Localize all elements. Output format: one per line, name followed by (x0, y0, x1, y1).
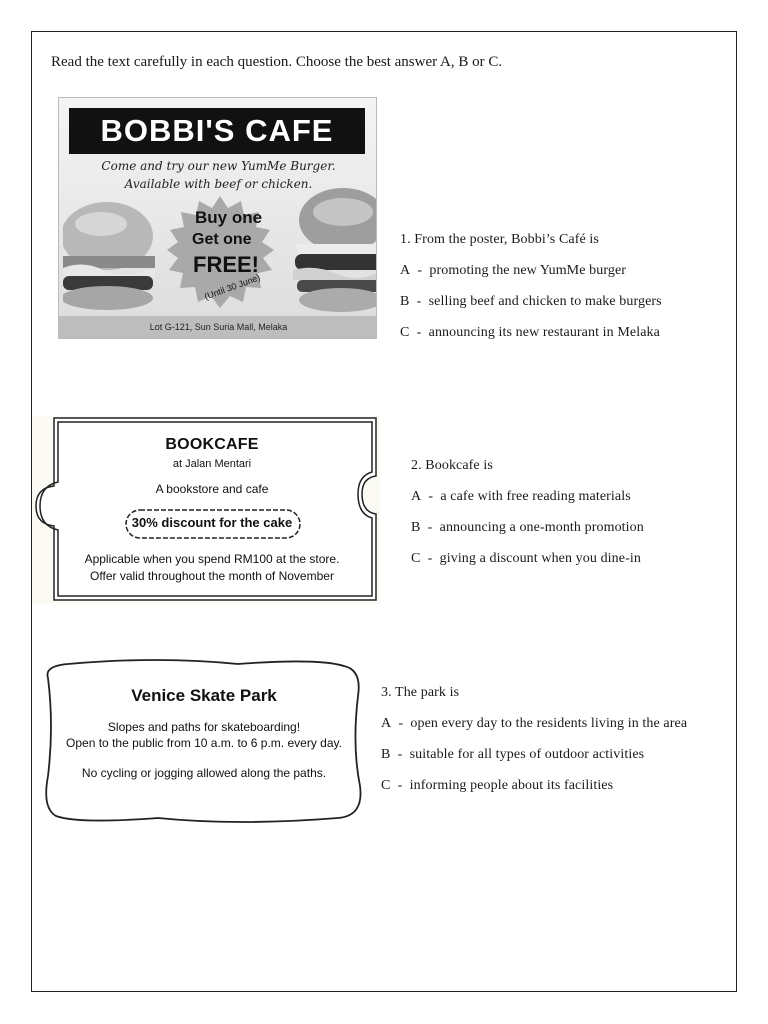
answer-option[interactable]: C - informing people about its facilities (381, 770, 687, 801)
poster-title: BOBBI'S CAFE (100, 113, 334, 148)
coupon-discount: 30% discount for the cake (131, 515, 293, 530)
coupon-condition: Applicable when you spend RM100 at the store. (84, 552, 340, 566)
promo-text: Buy one (195, 208, 263, 227)
coupon-title: BOOKCAFE (165, 436, 259, 453)
sign-title: Venice Skate Park (131, 686, 277, 705)
option-text: a cafe with free reading materials (440, 489, 631, 504)
answer-option[interactable]: C - announcing its new restaurant in Melaka (400, 317, 662, 348)
coupon-description: A bookstore and cafe (155, 482, 269, 496)
burger-image (291, 186, 377, 316)
promo-text: Get one (192, 231, 252, 248)
option-text: suitable for all types of outdoor activities (409, 747, 645, 762)
promo-note: (Until 30 June) (203, 272, 262, 302)
option-text: informing people about its facilities (409, 778, 614, 793)
option-letter: A (381, 716, 392, 731)
question-stem: 1. From the poster, Bobbi’s Café is (400, 232, 599, 247)
bookcafe-coupon (32, 416, 380, 604)
option-letter: C (381, 778, 391, 793)
poster-title-banner (69, 108, 365, 154)
option-letter: B (411, 520, 421, 535)
promo-free-text: FREE! (193, 252, 259, 277)
option-letter: C (411, 551, 421, 566)
answer-option[interactable]: A - a cafe with free reading materials (411, 481, 644, 512)
burger-image (63, 198, 157, 316)
option-text: announcing its new restaurant in Melaka (428, 325, 660, 340)
question-1 (400, 224, 662, 348)
poster-tagline: Come and try our new YumMe Burger. (101, 159, 336, 173)
question-stem: 2. Bookcafe is (411, 458, 493, 473)
answer-option[interactable]: C - giving a discount when you dine-in (411, 543, 644, 574)
option-text: announcing a one-month promotion (439, 520, 644, 535)
option-letter: B (381, 747, 391, 762)
sign-line: No cycling or jogging allowed along the paths. (81, 766, 327, 780)
instructions: Read the text carefully in each question. Choose the best answer A, B or C. (51, 54, 503, 70)
coupon-subtitle: at Jalan Mentari (172, 458, 252, 470)
answer-option[interactable]: A - promoting the new YumMe burger (400, 255, 662, 286)
sign-line: Slopes and paths for skateboarding! (107, 720, 301, 734)
answer-option[interactable]: B - selling beef and chicken to make burgers (400, 286, 662, 317)
poster-tagline: Available with beef or chicken. (124, 177, 313, 191)
option-letter: B (400, 294, 410, 309)
bobbis-cafe-poster (58, 97, 377, 339)
answer-option[interactable]: B - announcing a one-month promotion (411, 512, 644, 543)
poster-address: Lot G-121, Sun Suria Mall, Melaka (59, 316, 377, 338)
option-text: open every day to the residents living in the area (410, 716, 688, 731)
answer-option[interactable]: B - suitable for all types of outdoor activities (381, 739, 687, 770)
coupon-condition: Offer valid throughout the month of November (90, 569, 334, 583)
answer-option[interactable]: A - open every day to the residents living in the area (381, 708, 687, 739)
option-letter: A (411, 489, 422, 504)
skate-park-sign (38, 656, 370, 828)
option-text: giving a discount when you dine-in (439, 551, 641, 566)
option-text: selling beef and chicken to make burgers (428, 294, 662, 309)
option-text: promoting the new YumMe burger (429, 263, 627, 278)
sign-line: Open to the public from 10 a.m. to 6 p.m. every day. (66, 736, 342, 750)
question-2 (411, 450, 644, 574)
question-3 (381, 677, 687, 801)
option-letter: A (400, 263, 411, 278)
option-letter: C (400, 325, 410, 340)
question-stem: 3. The park is (381, 685, 460, 700)
